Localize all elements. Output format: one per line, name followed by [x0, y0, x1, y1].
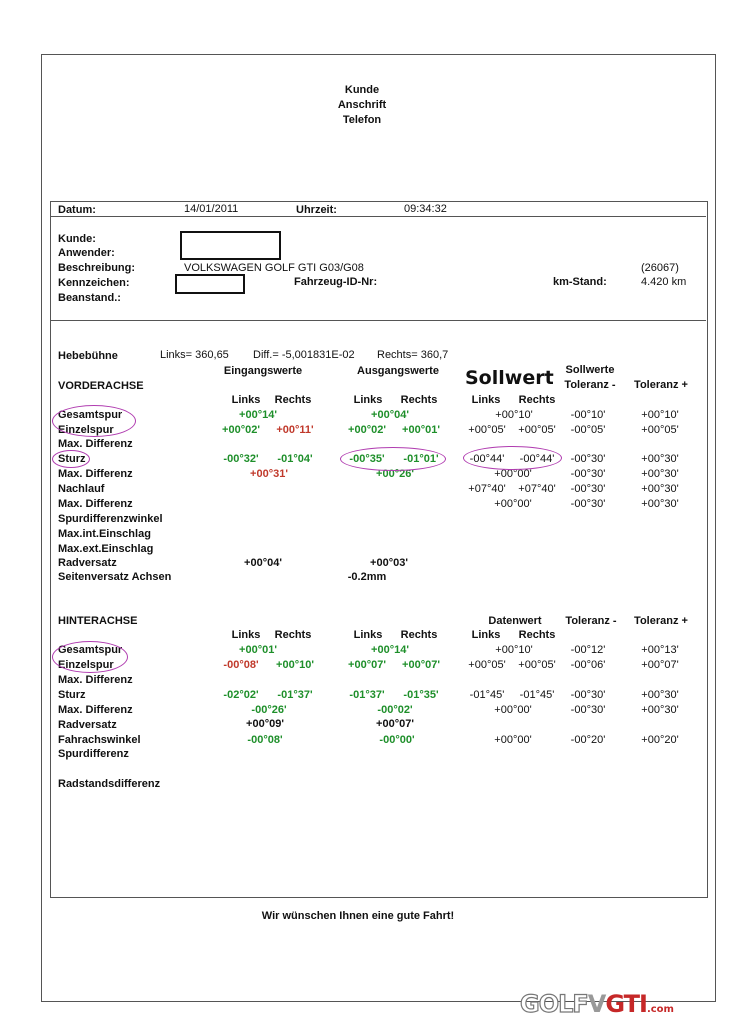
ausgang-rechts: -01°01': [403, 453, 439, 465]
soll-links: -01°45': [469, 689, 505, 701]
ausgang-links: +00°04': [371, 409, 409, 421]
eingang-links: +00°31': [250, 468, 288, 480]
eingang-links: +00°09': [246, 718, 284, 730]
tol-minus: -00°30': [570, 468, 606, 480]
divider: [51, 216, 706, 217]
hinterachse-title: HINTERACHSE: [58, 615, 138, 627]
soll-links: +00°05': [468, 659, 506, 671]
soll-links: +00°10': [495, 644, 533, 656]
row-label: Max.ext.Einschlag: [58, 543, 154, 555]
km-stand-value: 4.420 km: [641, 276, 687, 288]
tol-plus: +00°05': [641, 424, 679, 436]
tol-plus: +00°30': [641, 498, 679, 510]
soll-links: -00°44': [469, 453, 505, 465]
footer-message: Wir wünschen Ihnen eine gute Fahrt!: [261, 910, 455, 922]
soll-links: +07°40': [468, 483, 506, 495]
ausgang-links: +00°03': [370, 557, 408, 569]
uhrzeit-value: 09:34:32: [404, 203, 447, 215]
soll-links: +00°00': [494, 704, 532, 716]
ausgang-links: +00°02': [348, 424, 386, 436]
header-telefon: Telefon: [342, 114, 382, 126]
col-links: Links: [231, 394, 261, 406]
eingang-links: +00°02': [222, 424, 260, 436]
datum-label: Datum:: [58, 204, 96, 216]
soll-links: +00°05': [468, 424, 506, 436]
beschreibung-value: VOLKSWAGEN GOLF GTI G03/G08: [184, 262, 364, 274]
ausgang-rechts: -01°35': [403, 689, 439, 701]
eingang-links: -00°08': [223, 659, 259, 671]
tol-minus: -00°20': [570, 734, 606, 746]
row-label: Einzelspur: [58, 424, 114, 436]
soll-links: +00°10': [495, 409, 533, 421]
row-label: Sturz: [58, 453, 86, 465]
ausgang-links: +00°07': [348, 659, 386, 671]
row-label: Radversatz: [58, 719, 117, 731]
tol-plus: +00°20': [641, 734, 679, 746]
row-label: Einzelspur: [58, 659, 114, 671]
lift-links: Links= 360,65: [160, 349, 229, 361]
row-label: Max. Differenz: [58, 468, 133, 480]
ausgang-rechts: +00°07': [402, 659, 440, 671]
tol-minus: -00°30': [570, 689, 606, 701]
ausgang-links: +00°14': [371, 644, 409, 656]
header-kunde: Kunde: [344, 84, 380, 96]
vorderachse-title: VORDERACHSE: [58, 380, 144, 392]
beschreibung-code: (26067): [641, 262, 679, 274]
ausgang-links: -00°00': [379, 734, 415, 746]
eingang-rechts: -01°37': [277, 689, 313, 701]
tol-plus: +00°10': [641, 409, 679, 421]
beanstand-label: Beanstand.:: [58, 292, 121, 304]
col-links: Links: [471, 394, 501, 406]
ausgang-links: +00°26': [376, 468, 414, 480]
eingang-links: -00°32': [223, 453, 259, 465]
tol-minus: -00°30': [570, 483, 606, 495]
radstandsdifferenz-label: Radstandsdifferenz: [58, 778, 161, 790]
tol-plus: +00°13': [641, 644, 679, 656]
row-label: Gesamtspur: [58, 644, 123, 656]
annotation-circle: [52, 641, 128, 673]
tol-plus: +00°30': [641, 468, 679, 480]
uhrzeit-label: Uhrzeit:: [296, 204, 337, 216]
col-links: Links: [353, 394, 383, 406]
annotation-circle: [52, 405, 136, 437]
tol-minus: -00°12': [570, 644, 606, 656]
tol-minus: -00°06': [570, 659, 606, 671]
row-label: Fahrachswinkel: [58, 734, 141, 746]
soll-rechts: +07°40': [518, 483, 556, 495]
sollwerte-header: Sollwerte: [565, 364, 615, 376]
eingang-links: +00°04': [244, 557, 282, 569]
tol-plus: +00°07': [641, 659, 679, 671]
ausgang-links: -0.2mm: [347, 571, 387, 583]
tol-plus: +00°30': [641, 689, 679, 701]
row-label: Max.int.Einschlag: [58, 528, 151, 540]
tol-minus: -00°30': [570, 498, 606, 510]
annotation-circle: [463, 446, 562, 470]
eingang-links: -00°26': [251, 704, 287, 716]
divider: [51, 320, 706, 321]
soll-rechts: -00°44': [519, 453, 555, 465]
col-rechts: Rechts: [518, 629, 556, 641]
toleranz-minus-header: Toleranz -: [565, 615, 617, 627]
row-label: Gesamtspur: [58, 409, 123, 421]
tol-minus: -00°30': [570, 453, 606, 465]
col-links: Links: [471, 629, 501, 641]
toleranz-plus-header: Toleranz +: [634, 615, 688, 627]
eingang-links: +00°14': [239, 409, 277, 421]
eingang-rechts: +00°10': [276, 659, 314, 671]
soll-rechts: -01°45': [519, 689, 555, 701]
eingang-links: +00°01': [239, 644, 277, 656]
ausgang-rechts: +00°01': [402, 424, 440, 436]
eingang-links: -02°02': [223, 689, 259, 701]
eingang-rechts: -01°04': [277, 453, 313, 465]
soll-rechts: +00°05': [518, 659, 556, 671]
row-label: Max. Differenz: [58, 438, 133, 450]
kennzeichen-label: Kennzeichen:: [58, 277, 130, 289]
soll-rechts: +00°05': [518, 424, 556, 436]
ausgang-links: -00°35': [349, 453, 385, 465]
annotation-circle: [340, 447, 446, 471]
eingang-links: -00°08': [247, 734, 283, 746]
row-label: Spurdifferenzwinkel: [58, 513, 163, 525]
tol-minus: -00°05': [570, 424, 606, 436]
header-anschrift: Anschrift: [337, 99, 387, 111]
redaction-box: [180, 231, 281, 260]
toleranz-plus-header: Toleranz +: [634, 379, 688, 391]
ausgang-links: +00°07': [376, 718, 414, 730]
toleranz-minus-header: Toleranz -: [564, 379, 616, 391]
soll-links: +00°00': [494, 468, 532, 480]
tol-minus: -00°30': [570, 704, 606, 716]
soll-links: +00°00': [494, 734, 532, 746]
lift-rechts: Rechts= 360,7: [377, 349, 449, 361]
eingangswerte-header: Eingangswerte: [223, 365, 303, 377]
ausgang-links: -01°37': [349, 689, 385, 701]
row-label: Sturz: [58, 689, 86, 701]
km-stand-label: km-Stand:: [553, 276, 607, 288]
soll-links: +00°00': [494, 498, 532, 510]
tol-plus: +00°30': [641, 483, 679, 495]
row-label: Nachlauf: [58, 483, 105, 495]
datum-value: 14/01/2011: [184, 203, 239, 215]
col-rechts: Rechts: [400, 394, 438, 406]
row-label: Max. Differenz: [58, 704, 133, 716]
ausgang-links: -00°02': [377, 704, 413, 716]
redaction-box: [175, 274, 245, 294]
col-links: Links: [353, 629, 383, 641]
row-label: Seitenversatz Achsen: [58, 571, 172, 583]
tol-plus: +00°30': [641, 704, 679, 716]
eingang-rechts: +00°11': [276, 424, 314, 436]
tol-minus: -00°10': [570, 409, 606, 421]
col-rechts: Rechts: [274, 394, 312, 406]
ausgangswerte-header: Ausgangswerte: [357, 365, 439, 377]
anwender-label: Anwender:: [58, 247, 115, 259]
col-links: Links: [231, 629, 261, 641]
fahrzeug-id-label: Fahrzeug-ID-Nr:: [294, 276, 378, 288]
row-label: Max. Differenz: [58, 674, 133, 686]
golfgti-logo: GOLFVGTI.com: [520, 990, 674, 1018]
lift-diff: Diff.= -5,001831E-02: [253, 349, 355, 361]
hebebuehne-label: Hebebühne: [58, 350, 118, 362]
col-rechts: Rechts: [400, 629, 438, 641]
sollwert-header-big: Sollwert: [465, 367, 554, 389]
col-rechts: Rechts: [274, 629, 312, 641]
tol-plus: +00°30': [641, 453, 679, 465]
row-label: Spurdifferenz: [58, 748, 129, 760]
annotation-circle: [52, 450, 90, 468]
row-label: Max. Differenz: [58, 498, 133, 510]
col-rechts: Rechts: [518, 394, 556, 406]
row-label: Radversatz: [58, 557, 117, 569]
datenwert-header: Datenwert: [488, 615, 542, 627]
beschreibung-label: Beschreibung:: [58, 262, 136, 274]
kunde-label: Kunde:: [58, 233, 96, 245]
